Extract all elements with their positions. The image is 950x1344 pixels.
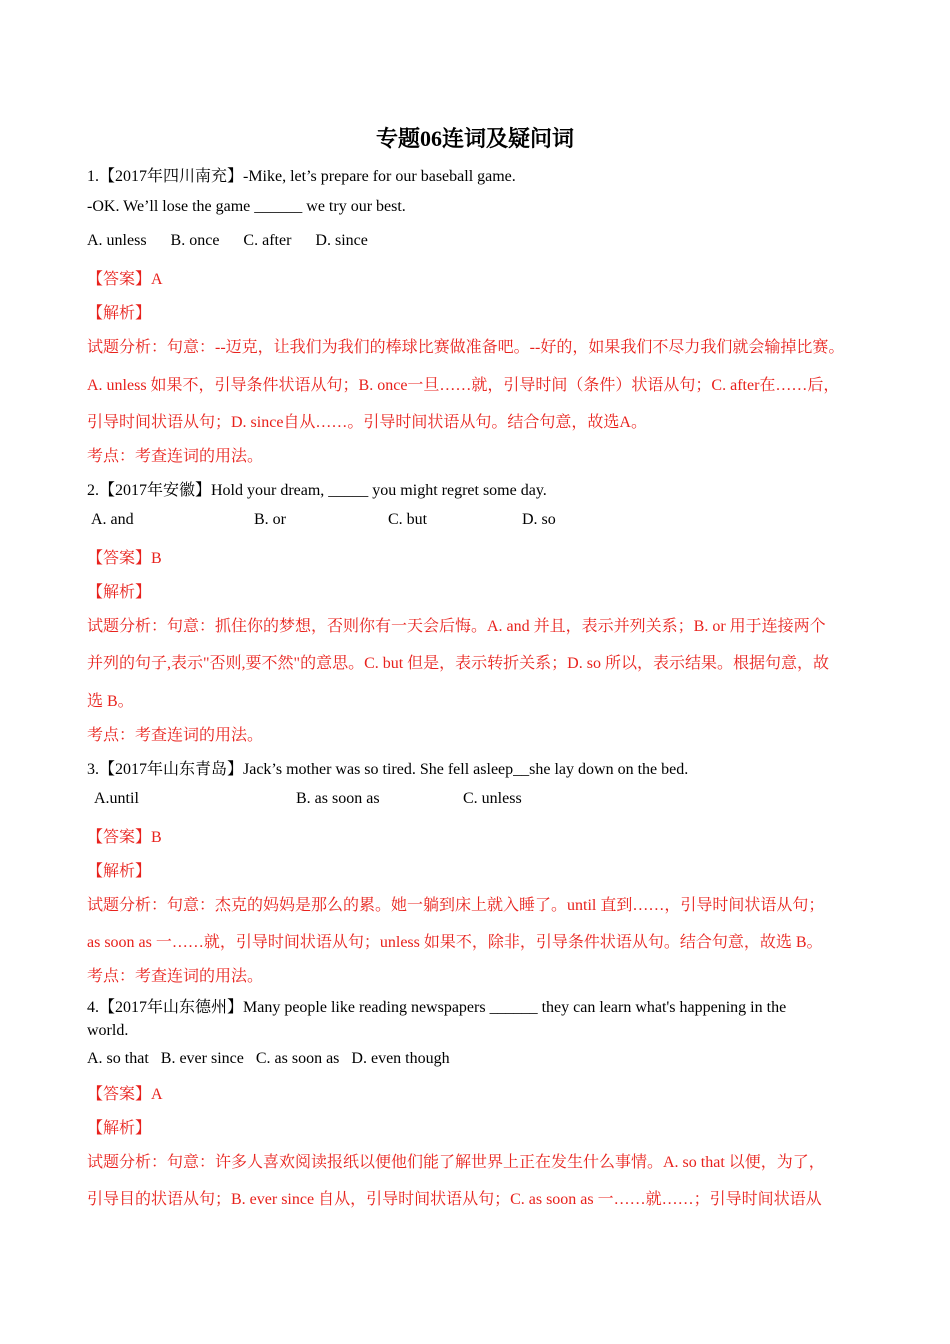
q3-option-a: A.until — [94, 790, 139, 807]
q1-answer: 【答案】A — [87, 271, 163, 288]
q2-answer: 【答案】B — [87, 550, 162, 567]
q2-stem: 2.【2017年安徽】Hold your dream, _____ you might regret some day. — [87, 482, 547, 499]
q2-analysis-label: 【解析】 — [87, 584, 152, 601]
q3-stem: 3.【2017年山东青岛】Jack’s mother was so tired. She fell asleep__she lay down on the bed. — [87, 761, 689, 778]
q3-analysis-label: 【解析】 — [87, 863, 152, 880]
q1-analysis-label: 【解析】 — [87, 305, 152, 322]
q1-analysis-line-1: 试题分析：句意：--迈克，让我们为我们的棒球比赛做准备吧。--好的，如果我们不尽力我们就会输掉比赛。 — [87, 339, 845, 356]
q2-option-b: B. or — [254, 511, 286, 528]
q2-option-a: A. and — [91, 511, 134, 528]
q4-answer: 【答案】A — [87, 1086, 163, 1103]
q2-analysis-line-2: 并列的句子,表示"否则,要不然"的意思。C. but 但是，表示转折关系；D. so 所以，表示结果。根据句意，故 — [87, 655, 829, 672]
q2-option-d: D. so — [522, 511, 556, 528]
q4-analysis-label: 【解析】 — [87, 1120, 152, 1137]
q4-analysis-line-2: 引导目的状语从句；B. ever since 自从，引导时间状语从句；C. as soon as 一……就……；引导时间状语从 — [87, 1191, 822, 1208]
q2-point: 考点：考查连词的用法。 — [87, 727, 264, 744]
q1-stem: 1.【2017年四川南充】-Mike, let’s prepare for our baseball game. — [87, 168, 516, 185]
q2-option-c: C. but — [388, 511, 428, 528]
q1-stem-continued: -OK. We’ll lose the game ______ we try our best. — [87, 198, 406, 215]
q3-point: 考点：考查连词的用法。 — [87, 968, 264, 985]
q1-options: A. unless B. once C. after D. since — [87, 232, 368, 249]
page-title: 专题06连词及疑问词 — [375, 126, 574, 151]
q4-options: A. so that B. ever since C. as soon as D. even though — [87, 1050, 450, 1067]
q3-option-b: B. as soon as — [296, 790, 380, 807]
q4-analysis-line-1: 试题分析：句意：许多人喜欢阅读报纸以便他们能了解世界上正在发生什么事情。A. so that 以便，为了， — [87, 1154, 825, 1171]
q3-option-c: C. unless — [463, 790, 522, 807]
q3-analysis-line-2: as soon as 一……就，引导时间状语从句；unless 如果不，除非，引导条件状语从句。结合句意，故选 B。 — [87, 934, 823, 951]
q3-analysis-line-1: 试题分析：句意：杰克的妈妈是那么的累。她一躺到床上就入睡了。until 直到……，引导时间状语从句； — [87, 897, 825, 914]
q3-answer: 【答案】B — [87, 829, 162, 846]
q1-analysis-line-3: 引导时间状语从句；D. since自从……。引导时间状语从句。结合句意，故选A。 — [87, 414, 647, 431]
q4-stem-continued: world. — [87, 1022, 129, 1039]
q1-analysis-line-2: A. unless 如果不，引导条件状语从句；B. once一旦……就，引导时间（条件）状语从句；C. after在……后， — [87, 377, 840, 394]
q2-analysis-line-1: 试题分析：句意：抓住你的梦想，否则你有一天会后悔。A. and 并且，表示并列关系；B. or 用于连接两个 — [87, 618, 826, 635]
q1-point: 考点：考查连词的用法。 — [87, 448, 264, 465]
q2-analysis-line-3: 选 B。 — [87, 693, 134, 710]
q4-stem: 4.【2017年山东德州】Many people like reading newspapers ______ they can learn what's happening in the — [87, 999, 787, 1016]
